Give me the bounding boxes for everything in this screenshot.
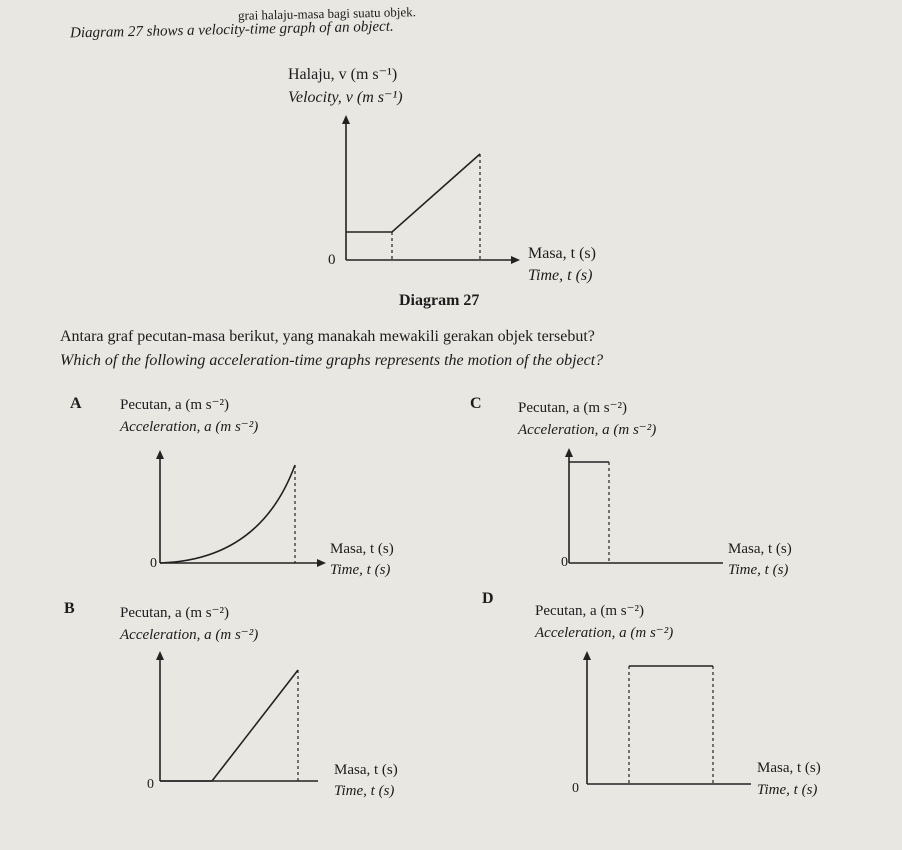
option-a-origin: 0 [150, 556, 157, 571]
main-ylabel-en: Velocity, v (m s⁻¹) [288, 89, 403, 106]
main-origin-label: 0 [328, 252, 336, 268]
option-d-ylabel-en: Acceleration, a (m s⁻²) [535, 625, 674, 641]
option-c-xlabel-en: Time, t (s) [728, 562, 789, 578]
main-xlabel-en: Time, t (s) [528, 267, 593, 284]
option-d-xlabel-en: Time, t (s) [757, 782, 818, 798]
option-a-ylabel-en: Acceleration, a (m s⁻²) [120, 419, 259, 435]
option-c-origin: 0 [561, 555, 568, 570]
main-velocity-time-graph [330, 110, 530, 270]
header-text-ms: grai halaju-masa bagi suatu objek. [237, 4, 417, 23]
option-c-letter[interactable]: C [470, 395, 482, 412]
option-d-xlabel-ms: Masa, t (s) [757, 760, 821, 776]
option-c-ylabel-ms: Pecutan, a (m s⁻²) [518, 400, 628, 416]
header-text-en: Diagram 27 shows a velocity-time graph of an object. [69, 18, 394, 42]
option-d-ylabel-ms: Pecutan, a (m s⁻²) [535, 603, 645, 619]
option-a-graph[interactable] [150, 445, 330, 570]
option-c-y-arrow-icon [565, 448, 573, 457]
option-a-xlabel-ms: Masa, t (s) [330, 541, 394, 557]
option-b-ylabel-ms: Pecutan, a (m s⁻²) [120, 605, 230, 621]
option-b-xlabel-en: Time, t (s) [334, 783, 395, 799]
main-x-arrow-icon [511, 256, 520, 264]
main-y-arrow-icon [342, 115, 350, 124]
option-c-xlabel-ms: Masa, t (s) [728, 541, 792, 557]
option-a-x-arrow-icon [317, 559, 326, 567]
option-c-ylabel-en: Acceleration, a (m s⁻²) [518, 422, 657, 438]
diagram-caption: Diagram 27 [399, 292, 480, 309]
option-a-xlabel-en: Time, t (s) [330, 562, 391, 578]
main-velocity-line [346, 154, 480, 232]
option-d-y-arrow-icon [583, 651, 591, 660]
main-xlabel-ms: Masa, t (s) [528, 245, 596, 262]
option-b-ylabel-en: Acceleration, a (m s⁻²) [120, 627, 259, 643]
option-c-graph[interactable] [559, 445, 739, 570]
option-b-letter[interactable]: B [64, 600, 75, 617]
option-a-curve [160, 465, 295, 563]
option-b-graph[interactable] [150, 648, 330, 788]
option-a-letter[interactable]: A [70, 395, 82, 412]
option-b-y-arrow-icon [156, 651, 164, 660]
option-b-accel-line [160, 670, 298, 781]
option-d-graph[interactable] [577, 648, 757, 788]
option-b-xlabel-ms: Masa, t (s) [334, 762, 398, 778]
question-ms: Antara graf pecutan-masa berikut, yang manakah mewakili gerakan objek tersebut? [60, 328, 595, 345]
option-a-y-arrow-icon [156, 450, 164, 459]
option-a-ylabel-ms: Pecutan, a (m s⁻²) [120, 397, 230, 413]
main-ylabel-ms: Halaju, v (m s⁻¹) [288, 66, 398, 83]
question-en: Which of the following acceleration-time graphs represents the motion of the object? [60, 352, 604, 369]
option-b-origin: 0 [147, 777, 154, 792]
option-d-origin: 0 [572, 781, 579, 796]
option-d-letter[interactable]: D [482, 590, 494, 607]
